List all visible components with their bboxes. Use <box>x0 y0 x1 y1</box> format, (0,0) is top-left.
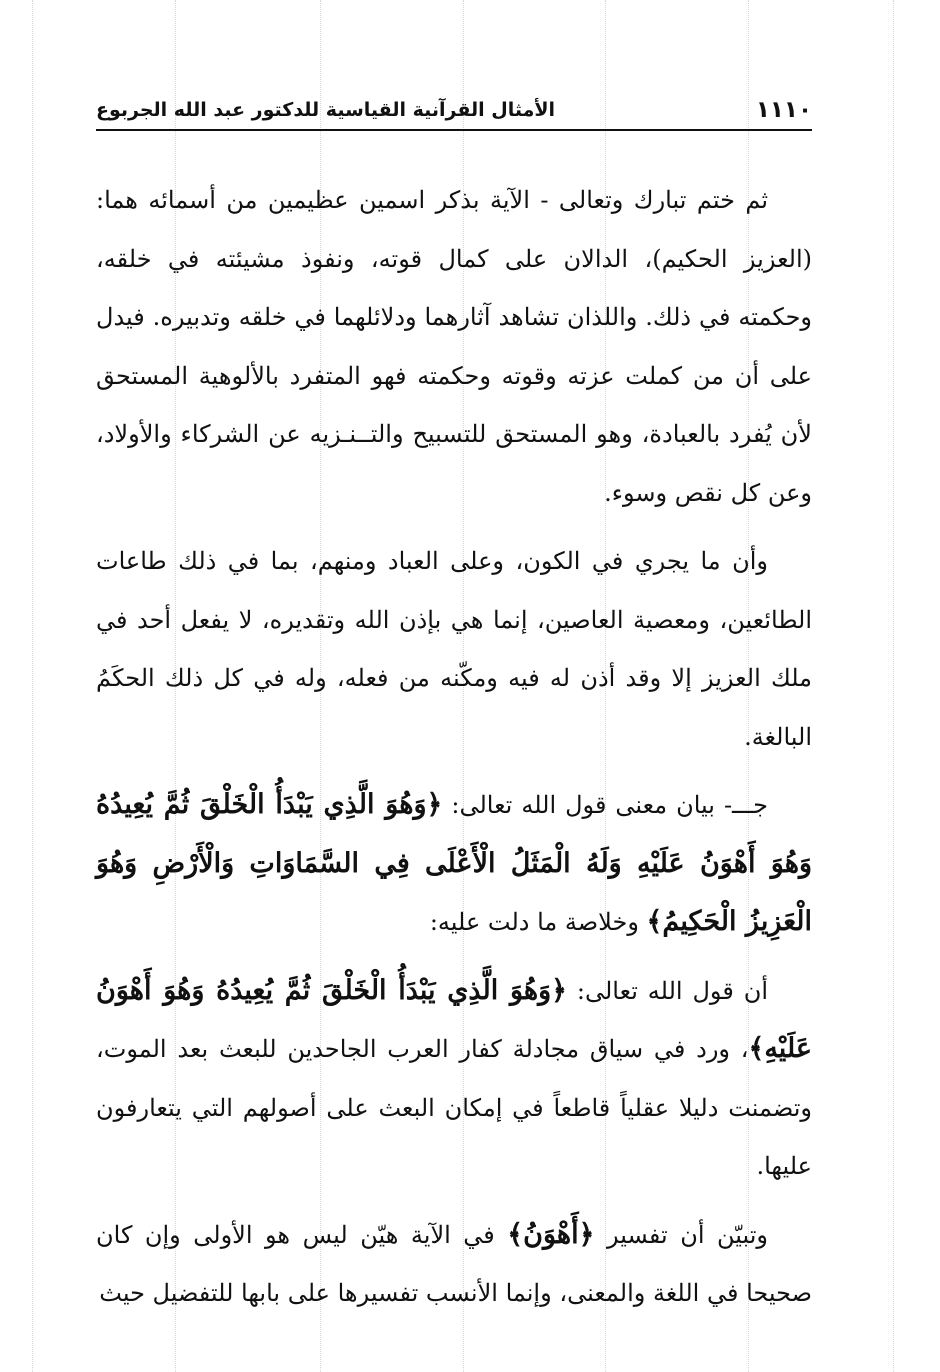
paragraph-lead: وتبيّن أن تفسير <box>594 1220 769 1249</box>
paragraph-tail: ، ورد في سياق مجادلة كفار العرب الجاحدين للبعث بعد الموت، وتضمنت دليلا عقلياً قاطعاً في إمكان البعث على أصولهم التي يتعارفون عليها. <box>96 1035 812 1180</box>
guide-line <box>32 0 33 1372</box>
paragraph <box>96 1206 812 1323</box>
document-page <box>96 95 812 1323</box>
page-number: ١١١٠ <box>755 97 812 123</box>
paragraph <box>96 776 812 952</box>
quran-verse: ﴿وَهُوَ الَّذِي يَبْدَأُ الْخَلْقَ ثُمَّ يُعِيدُهُ وَهُوَ أَهْوَنُ عَلَيْهِ وَلَهُ الْمَثَلُ الْأَعْلَى فِي السَّمَاوَاتِ وَالْأَرْضِ وَهُوَ الْعَزِيزُ الْحَكِيمُ﴾ <box>96 789 812 937</box>
guide-line <box>893 0 894 1372</box>
paragraph-tail: وخلاصة ما دلت عليه: <box>429 908 647 936</box>
running-title: الأمثال القرآنية القياسية للدكتور عبد الله الجربوع <box>96 99 556 121</box>
paragraph-lead: جـــ- بيان معنى قول الله تعالى: <box>442 791 768 819</box>
paragraph-tail: في الآية هيّن ليس هو الأولى وإن كان صحيحا في اللغة والمعنى، وإنما الأنسب تفسيرها على بابها للتفضيل حيث <box>96 1220 812 1307</box>
paragraph: وأن ما يجري في الكون، وعلى العباد ومنهم، بما في ذلك طاعات الطائعين، ومعصية العاصين، إنما هي بإذن الله وتقديره، لا يفعل أحد في ملك العزيز إلا وقد أذن له فيه ومكّنه من فعله، وله في كل ذلك الحكَمُ البالغة. <box>96 547 812 751</box>
quran-verse: ﴿وَهُوَ الَّذِي يَبْدَأُ الْخَلْقَ ثُمَّ يُعِيدُهُ وَهُوَ أَهْوَنُ عَلَيْهِ﴾ <box>96 974 812 1064</box>
paragraph: ثم ختم تبارك وتعالى - الآية بذكر اسمين عظيمين من أسمائه هما: (العزيز الحكيم)، الدالان على كمال قوته، ونفوذ مشيئته في خلقه، وحكمته في ذلك. واللذان تشاهد آثارهما ودلائلهما في خلقه وتدبيره. فيدل على أن من كملت عزته وقوته وحكمته فهو المتفرد بالألوهية المستحق لأن يُفرد بالعبادة، وهو المستحق للتسبيح والتــنـزيه عن الشركاء والأولاد، وعن كل نقص وسوء. <box>96 186 813 507</box>
paragraph-lead: أن قول الله تعالى: <box>567 976 768 1005</box>
header-rule <box>96 129 812 131</box>
page-header <box>96 95 812 125</box>
paragraph <box>96 962 812 1196</box>
body-text <box>96 171 812 1323</box>
quran-verse: ﴿أَهْوَنُ﴾ <box>507 1218 595 1250</box>
